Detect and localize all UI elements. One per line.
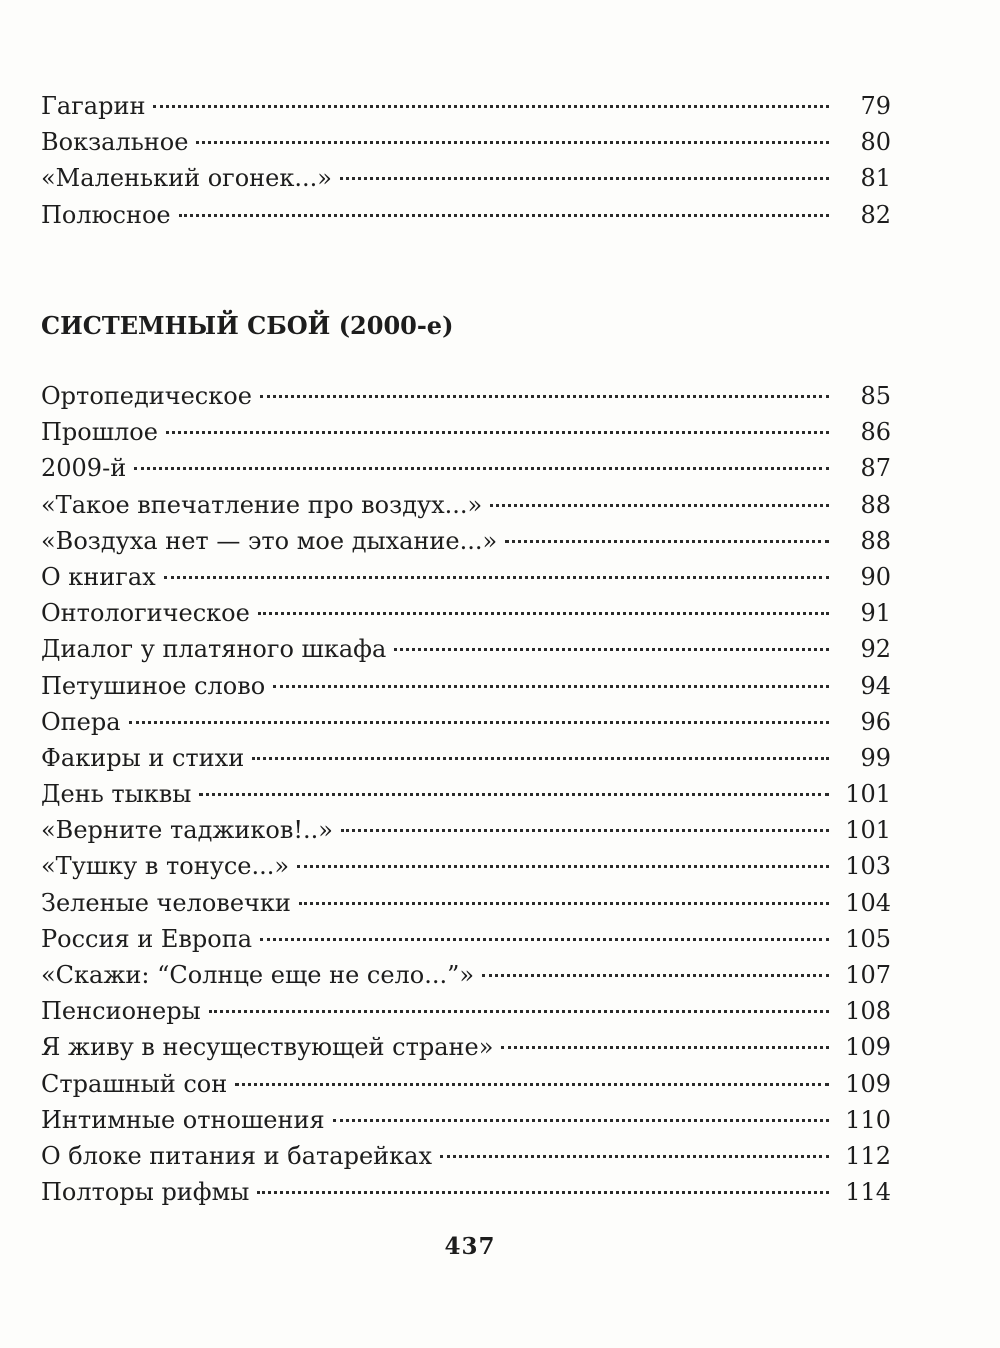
toc-entry-page: 80	[860, 128, 891, 157]
toc-entry	[41, 631, 891, 667]
dot-leader	[333, 1119, 829, 1122]
toc-entry-title: «Такое впечатление про воздух...»	[41, 490, 483, 519]
toc-entry-page: 109	[845, 1069, 891, 1098]
toc-entry	[41, 559, 891, 595]
dot-leader	[257, 1191, 829, 1194]
toc-entry-title: Петушиное слово	[41, 671, 266, 700]
toc-entry-title: О блоке питания и батарейках	[41, 1141, 432, 1170]
toc-entry-page: 88	[860, 526, 891, 555]
toc-entry-page: 104	[845, 888, 891, 917]
dot-leader	[440, 1155, 829, 1158]
toc-entry-page: 86	[860, 418, 891, 447]
toc-entry-page: 109	[845, 1033, 891, 1062]
toc-entry-title: Россия и Европа	[41, 924, 253, 953]
toc-entry	[41, 197, 891, 233]
toc-entry-page: 91	[860, 599, 891, 628]
toc-entry	[41, 993, 891, 1029]
page-number: 437	[444, 1233, 496, 1260]
toc-entry	[41, 1138, 891, 1174]
dot-leader	[341, 829, 829, 832]
dot-leader	[196, 141, 829, 144]
toc-entry-page: 99	[860, 743, 891, 772]
toc-entry-title: 2009-й	[41, 454, 127, 483]
dot-leader	[299, 902, 829, 905]
toc-entry-title: Прошлое	[41, 418, 158, 447]
toc-entry	[41, 957, 891, 993]
toc-entry-title: Пенсионеры	[41, 997, 201, 1026]
toc-entry-title: Опера	[41, 707, 121, 736]
toc-entry	[41, 523, 891, 559]
toc-entry-title: Я живу в несуществующей стране»	[41, 1033, 494, 1062]
toc-entry	[41, 378, 891, 414]
toc-entry	[41, 704, 891, 740]
dot-leader	[260, 395, 829, 398]
toc-entry-page: 92	[860, 635, 891, 664]
toc-entry-page: 107	[845, 961, 891, 989]
dot-leader	[297, 865, 829, 868]
dot-leader	[129, 721, 829, 724]
toc-entry	[41, 160, 891, 196]
toc-entry-title: Страшный сон	[41, 1069, 228, 1098]
dot-leader	[199, 793, 829, 796]
toc-entry	[41, 776, 891, 812]
dot-leader	[164, 576, 829, 579]
toc-entry	[41, 487, 891, 523]
toc-entry-page: 90	[860, 562, 891, 591]
toc-entry	[41, 812, 891, 848]
toc-entry	[41, 124, 891, 160]
toc-entry-title: «Тушку в тонусе...»	[41, 852, 290, 881]
toc-entry-title: Полюсное	[41, 200, 171, 229]
toc-entry-page: 79	[860, 92, 891, 120]
dot-leader	[258, 612, 829, 615]
dot-leader	[260, 938, 829, 941]
toc-entry	[41, 848, 891, 884]
toc-entry-title: Онтологическое	[41, 599, 250, 628]
toc-entry-page: 85	[860, 382, 891, 410]
dot-leader	[166, 431, 829, 434]
toc-entry	[41, 1066, 891, 1102]
toc-entry	[41, 740, 891, 776]
toc-entry-page: 105	[845, 924, 891, 953]
toc-entry-title: «Маленький огонек...»	[41, 164, 332, 193]
dot-leader	[273, 685, 829, 688]
toc-entry-title: О книгах	[41, 562, 156, 591]
toc-entry-title: «Воздуха нет — это мое дыхание...»	[41, 526, 498, 555]
toc-entry-page: 96	[860, 707, 891, 736]
toc-entry-page: 110	[845, 1105, 891, 1134]
toc-list-top	[41, 88, 891, 233]
toc-entry-page: 101	[845, 780, 891, 809]
toc-entry	[41, 921, 891, 957]
toc-entry	[41, 595, 891, 631]
toc-entry-title: Вокзальное	[41, 128, 189, 157]
toc-entry-title: День тыквы	[41, 780, 192, 809]
toc-entry	[41, 885, 891, 921]
toc-entry-page: 101	[845, 816, 891, 845]
dot-leader	[252, 757, 829, 760]
dot-leader	[153, 105, 829, 108]
toc-entry	[41, 668, 891, 704]
toc-entry	[41, 414, 891, 450]
dot-leader	[134, 467, 829, 470]
dot-leader	[482, 974, 829, 977]
toc-entry-page: 103	[845, 852, 891, 881]
dot-leader	[179, 214, 829, 217]
toc-entry-title: Диалог у платяного шкафа	[41, 635, 387, 664]
dot-leader	[505, 540, 829, 543]
toc-entry-page: 114	[845, 1178, 891, 1207]
toc-entry-title: «Верните таджиков!..»	[41, 816, 333, 845]
toc-entry-title: Факиры и стихи	[41, 743, 245, 772]
toc-entry	[41, 1174, 891, 1210]
toc-entry-title: Ортопедическое	[41, 382, 252, 410]
dot-leader	[394, 648, 829, 651]
toc-entry-page: 81	[860, 164, 891, 193]
toc-entry	[41, 1102, 891, 1138]
toc-entry-title: Полторы рифмы	[41, 1178, 250, 1207]
dot-leader	[340, 177, 829, 180]
toc-entry-title: «Скажи: “Солнце еще не село...”»	[41, 961, 475, 989]
toc-entry-page: 112	[845, 1141, 891, 1170]
section-heading: СИСТЕМНЫЙ СБОЙ (2000-е)	[41, 311, 454, 340]
toc-entry	[41, 88, 891, 124]
toc-entry-page: 88	[860, 490, 891, 519]
toc-entry	[41, 450, 891, 486]
toc-entry-title: Интимные отношения	[41, 1105, 325, 1134]
dot-leader	[501, 1046, 829, 1049]
toc-list-section	[41, 378, 891, 1210]
toc-entry-page: 108	[845, 997, 891, 1026]
dot-leader	[235, 1083, 829, 1086]
toc-entry-title: Зеленые человечки	[41, 888, 291, 917]
toc-entry-page: 82	[860, 200, 891, 229]
dot-leader	[490, 504, 829, 507]
toc-entry-page: 87	[860, 454, 891, 483]
toc-entry-title: Гагарин	[41, 92, 146, 120]
toc-entry-page: 94	[860, 671, 891, 700]
dot-leader	[209, 1010, 829, 1013]
toc-entry	[41, 1029, 891, 1065]
